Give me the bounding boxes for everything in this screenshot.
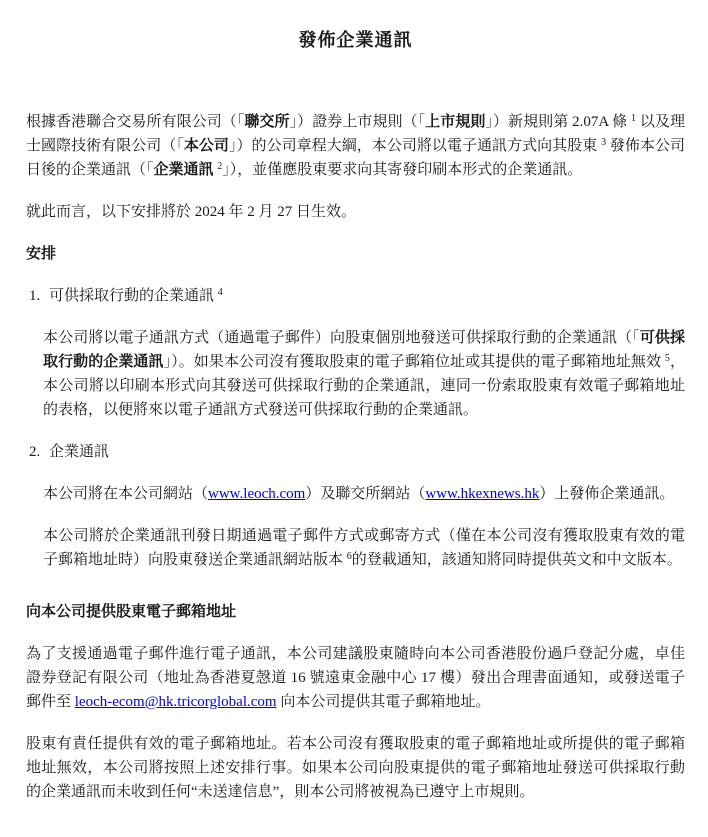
text-segment: 股東有責任提供有效的電子郵箱地址。若本公司沒有獲取股東的電子郵箱地址或所提供的電子郵箱地址無效，本公司將按照上述安排行事。如果本公司向股東提供的電子郵箱地址發送可供採取行動的企業通訊而未收到任何“未送達信息”，則本公司將被視為已遵守上市規則。 [26, 736, 685, 800]
text-segment: 本公司 [183, 138, 229, 154]
text-segment: 為了支援通過電子郵件進行電子通訊，本公司建議股東隨時向本公司香港股份過戶登記分處，卓佳證券登記有限公司（地址為香港夏愨道 16 號遠東金融中心 17 樓）發出合理書面通知，或發送電子郵件至 [26, 646, 685, 710]
paragraph-publication-notice [43, 524, 685, 572]
list-item-corporate-communications [26, 440, 685, 464]
paragraph-effective-date: 就此而言，以下安排將於 2024 年 2 月 27 日生效。 [26, 204, 357, 220]
text-segment: 」）新規則第 2.07A 條 [485, 114, 632, 130]
hyperlink[interactable]: www.hkexnews.hk [425, 486, 540, 502]
footnote-ref: 6 [346, 551, 352, 562]
list-number: 1. [29, 288, 41, 304]
text-segment: 向本公司提供其電子郵箱地址。 [276, 694, 491, 710]
list-item-actionable-communications [26, 284, 685, 308]
hyperlink[interactable]: www.leoch.com [208, 486, 306, 502]
text-segment: 」），並僅應股東要求向其寄發印刷本形式的企業通訊。 [222, 162, 583, 178]
paragraph-websites [43, 482, 685, 506]
paragraph-actionable-communications [43, 326, 685, 422]
text-segment: 聯交所 [244, 114, 290, 130]
text-segment: 本公司將以電子通訊方式（通過電子郵件）向股東個別地發送可供採取行動的企業通訊（「 [43, 330, 640, 346]
text-segment: 的登載通知，該通知將同時提供英文和中文版本。 [351, 552, 682, 568]
text-segment: 可供採取行動的企業通訊 [49, 288, 218, 304]
list-item-title [49, 284, 685, 308]
list-item-title [49, 440, 685, 464]
text-segment: 以及理士國際技術有限公司（「 [26, 114, 685, 154]
text-segment: ，本公司將以印刷本形式向其發送可供採取行動的企業通訊，連同一份索取股東有效電子郵箱地址的表格，以便將來以電子通訊方式發送可供採取行動的企業通訊。 [43, 354, 685, 418]
footnote-ref: 1 [631, 113, 637, 124]
heading-arrangements: 安排 [26, 246, 57, 262]
footnote-ref: 3 [601, 137, 607, 148]
text-segment: 上市規則 [425, 114, 486, 130]
text-segment: 可供採取行動的企業通訊 [43, 330, 685, 370]
heading-provide-email: 向本公司提供股東電子郵箱地址 [26, 604, 237, 620]
text-segment: 」）的公司章程大綱，本公司將以電子通訊方式向其股東 [228, 138, 602, 154]
text-segment: 企業通訊 [49, 444, 110, 460]
footnote-ref: 4 [217, 287, 223, 298]
document-title: 發佈企業通訊 [298, 30, 413, 50]
text-segment: 根據香港聯合交易所有限公司（「 [26, 114, 245, 130]
hyperlink[interactable]: leoch-ecom@hk.tricorglobal.com [74, 694, 277, 710]
text-segment: 」）證券上市規則（「 [289, 114, 426, 130]
paragraph-intro [26, 110, 685, 182]
footnote-ref: 5 [664, 353, 670, 364]
text-segment: ）及聯交所網站（ [305, 486, 426, 502]
text-segment: 發佈本公司日後的企業通訊（「 [26, 138, 685, 178]
text-segment: 本公司將於企業通訊刊發日期通過電子郵件方式或郵寄方式（僅在本公司沒有獲取股東有效的電子郵箱地址時）向股東發送企業通訊網站版本 [43, 528, 685, 568]
paragraph-shareholder-responsibility [26, 732, 685, 804]
text-segment: 」）。如果本公司沒有獲取股東的電子郵箱位址或其提供的電子郵箱地址無效 [163, 354, 665, 370]
footnote-ref: 2 [217, 161, 223, 172]
text-segment: 本公司將在本公司網站（ [43, 486, 209, 502]
paragraph-provide-email [26, 642, 685, 714]
text-segment: ）上發佈企業通訊。 [539, 486, 675, 502]
list-number: 2. [29, 444, 41, 460]
text-segment: 企業通訊 [153, 162, 214, 178]
